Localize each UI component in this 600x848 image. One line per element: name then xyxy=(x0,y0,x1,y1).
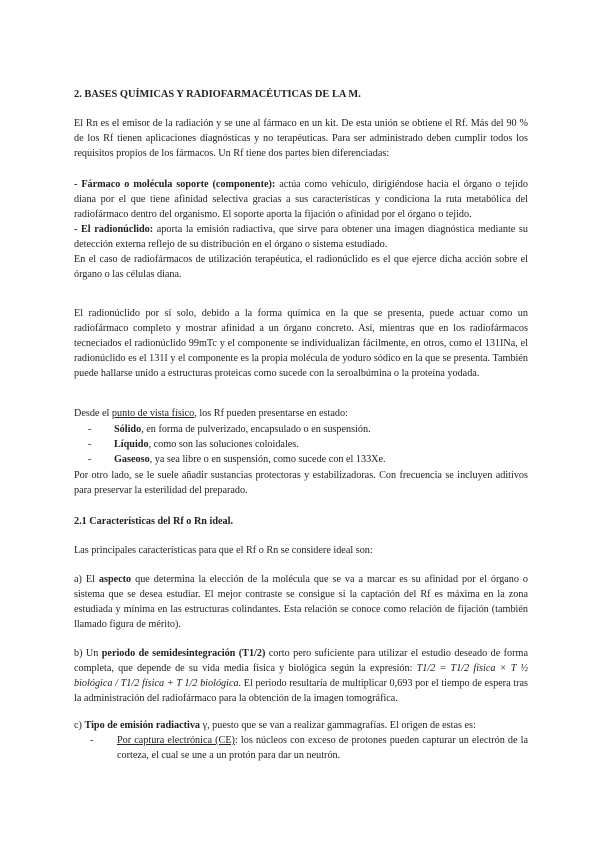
item-a-paragraph xyxy=(74,572,528,632)
item-a-text xyxy=(74,572,528,632)
state-term: Sólido xyxy=(114,424,142,435)
state-text: , en forma de pulverizado, encapsulado o en suspensión. xyxy=(141,424,371,435)
emission-origin-link: Por captura electrónica (CE) xyxy=(117,735,235,746)
list-dash: - xyxy=(90,735,94,746)
item-b-paragraph xyxy=(74,646,528,706)
item-c-term: Tipo de emisión radiactiva xyxy=(84,720,201,731)
physical-pre: Desde el xyxy=(74,408,112,419)
therapeutic-paragraph: En el caso de radiofármacos de utilización terapéutica, el radionúclido es el que ejerce dicha acción sobre el órgano o las células diana. xyxy=(74,254,528,280)
item-c-pre: c) xyxy=(74,720,85,731)
part2-dash: - xyxy=(74,224,82,235)
additives-paragraph xyxy=(74,468,528,498)
item-b-formula: T1/2 = T1/2 física × T ½ biológica / T1/2 física + T 1/2 biológica. xyxy=(74,663,529,689)
physical-text xyxy=(74,406,528,421)
physical-paragraph xyxy=(74,406,528,421)
item-b-text xyxy=(74,646,528,706)
part2-paragraph xyxy=(74,222,528,252)
part1-dash: - xyxy=(74,179,82,190)
list-item xyxy=(88,437,528,452)
item-c-body: γ, puesto que se van a realizar gammagrafías. El origen de estas es: xyxy=(200,720,476,731)
item-c-text xyxy=(74,718,528,733)
subsection-heading: 2.1 Características del Rf o Rn ideal. xyxy=(74,516,234,527)
emission-origin-item xyxy=(90,733,528,763)
list-item xyxy=(88,452,528,467)
list-dash: - xyxy=(88,439,92,450)
radionuclide-text: El radionúclido por sí solo, debido a la forma química en la que se presenta, puede actuar como un radiofármaco completo y mostrar afinidad a un órgano concreto. Así, mientras que en los radiofármacos tecneciados el radionúclido 99mTc y el componente se individualizan fácilmente, en otros, como el 131INa, el radionúclido es el 131I y el componente es la propia molécula de yoduro sódico en la que se presenta. También puede hallarse unido a estructuras proteicas como sucede con la seroalbúmina o la proteína yodada. xyxy=(74,308,528,379)
state-text: , como son las soluciones coloidales. xyxy=(148,439,299,450)
ideal-intro-text: Las principales características para que el Rf o Rn se considere ideal son: xyxy=(74,545,373,556)
part2-term: El radionúclido: xyxy=(81,224,154,235)
part1-paragraph xyxy=(74,177,528,222)
ideal-intro xyxy=(74,543,528,558)
radionuclide-paragraph xyxy=(74,306,528,381)
emission-origin-body: : los núcleos con exceso de protones pueden capturar un electrón de la corteza, el cual se une a un protón para dar un neutrón. xyxy=(117,735,528,761)
section-heading: 2. BASES QUÍMICAS Y RADIOFARMACÉUTICAS DE LA M. xyxy=(74,89,361,100)
state-term: Líquido xyxy=(114,439,149,450)
physical-post: , los Rf pueden presentarse en estado: xyxy=(194,408,348,419)
state-text: , ya sea libre o en suspensión, como sucede con el 133Xe. xyxy=(149,454,386,465)
item-b-pre: b) Un xyxy=(74,648,102,659)
item-a-body: que determina la elección de la molécula que se va a marcar es su afinidad por el órgano o sistema que se desea estudiar. El mejor contraste se consigue si la captación del Rf es máxima en la zona estudiada y mínima en las estructuras colindantes. Esta relación se conoce como relación de fijación (también llamado figura de mérito). xyxy=(74,574,528,630)
list-item xyxy=(88,422,528,437)
parts-block xyxy=(74,177,528,282)
physical-link: punto de vista físico xyxy=(111,408,195,419)
item-a-pre: a) El xyxy=(74,574,99,585)
item-a-term: aspecto xyxy=(98,574,132,585)
list-dash: - xyxy=(88,424,92,435)
states-list xyxy=(88,422,528,467)
state-term: Gaseoso xyxy=(114,454,150,465)
intro-paragraph xyxy=(74,116,528,161)
intro-text: El Rn es el emisor de la radiación y se une al fármaco en un kit. De esta unión se obtiene el Rf. Más del 90 % de los Rf tienen aplicaciones diagnósticas y no terapéuticas. Para ser administrado deben cumplir todos los requisitos propios de los fármacos. Un Rf tiene dos partes bien diferenciadas: xyxy=(74,118,528,159)
item-c-paragraph xyxy=(74,718,528,733)
emission-origin-text xyxy=(117,733,528,763)
part1-text: actúa como vehículo, dirigiéndose hacia el órgano o tejido diana por el que tiene afinidad selectiva gracias a sus características y condiciona la ruta metabólica del radiofármaco dentro del organismo. El soporte aporta la fijación o afinidad por el órgano o tejido. xyxy=(74,179,528,220)
part1-term: Fármaco o molécula soporte (componente): xyxy=(81,179,276,190)
list-dash: - xyxy=(88,454,92,465)
item-b-body2: El periodo resultaría de multiplicar 0,693 por el tiempo de espera tras la administración del radiofármaco para la obtención de la imagen tomográfica. xyxy=(74,678,528,704)
item-b-body1: corto pero suficiente para utilizar el estudio deseado de forma completa, que depende de su vida media física y biológica según la expresión: xyxy=(74,648,528,674)
additives-text: Por otro lado, se le suele añadir sustancias protectoras y estabilizadoras. Con frecuencia se incluyen aditivos para preservar la esterilidad del preparado. xyxy=(74,470,528,496)
part2-text: aporta la emisión radiactiva, que sirve para obtener una imagen diagnóstica mediante su detección externa reflejo de su distribución en el órgano o sistema estudiado. xyxy=(74,224,528,250)
item-b-term: periodo de semidesintegración (T1/2) xyxy=(101,648,266,659)
